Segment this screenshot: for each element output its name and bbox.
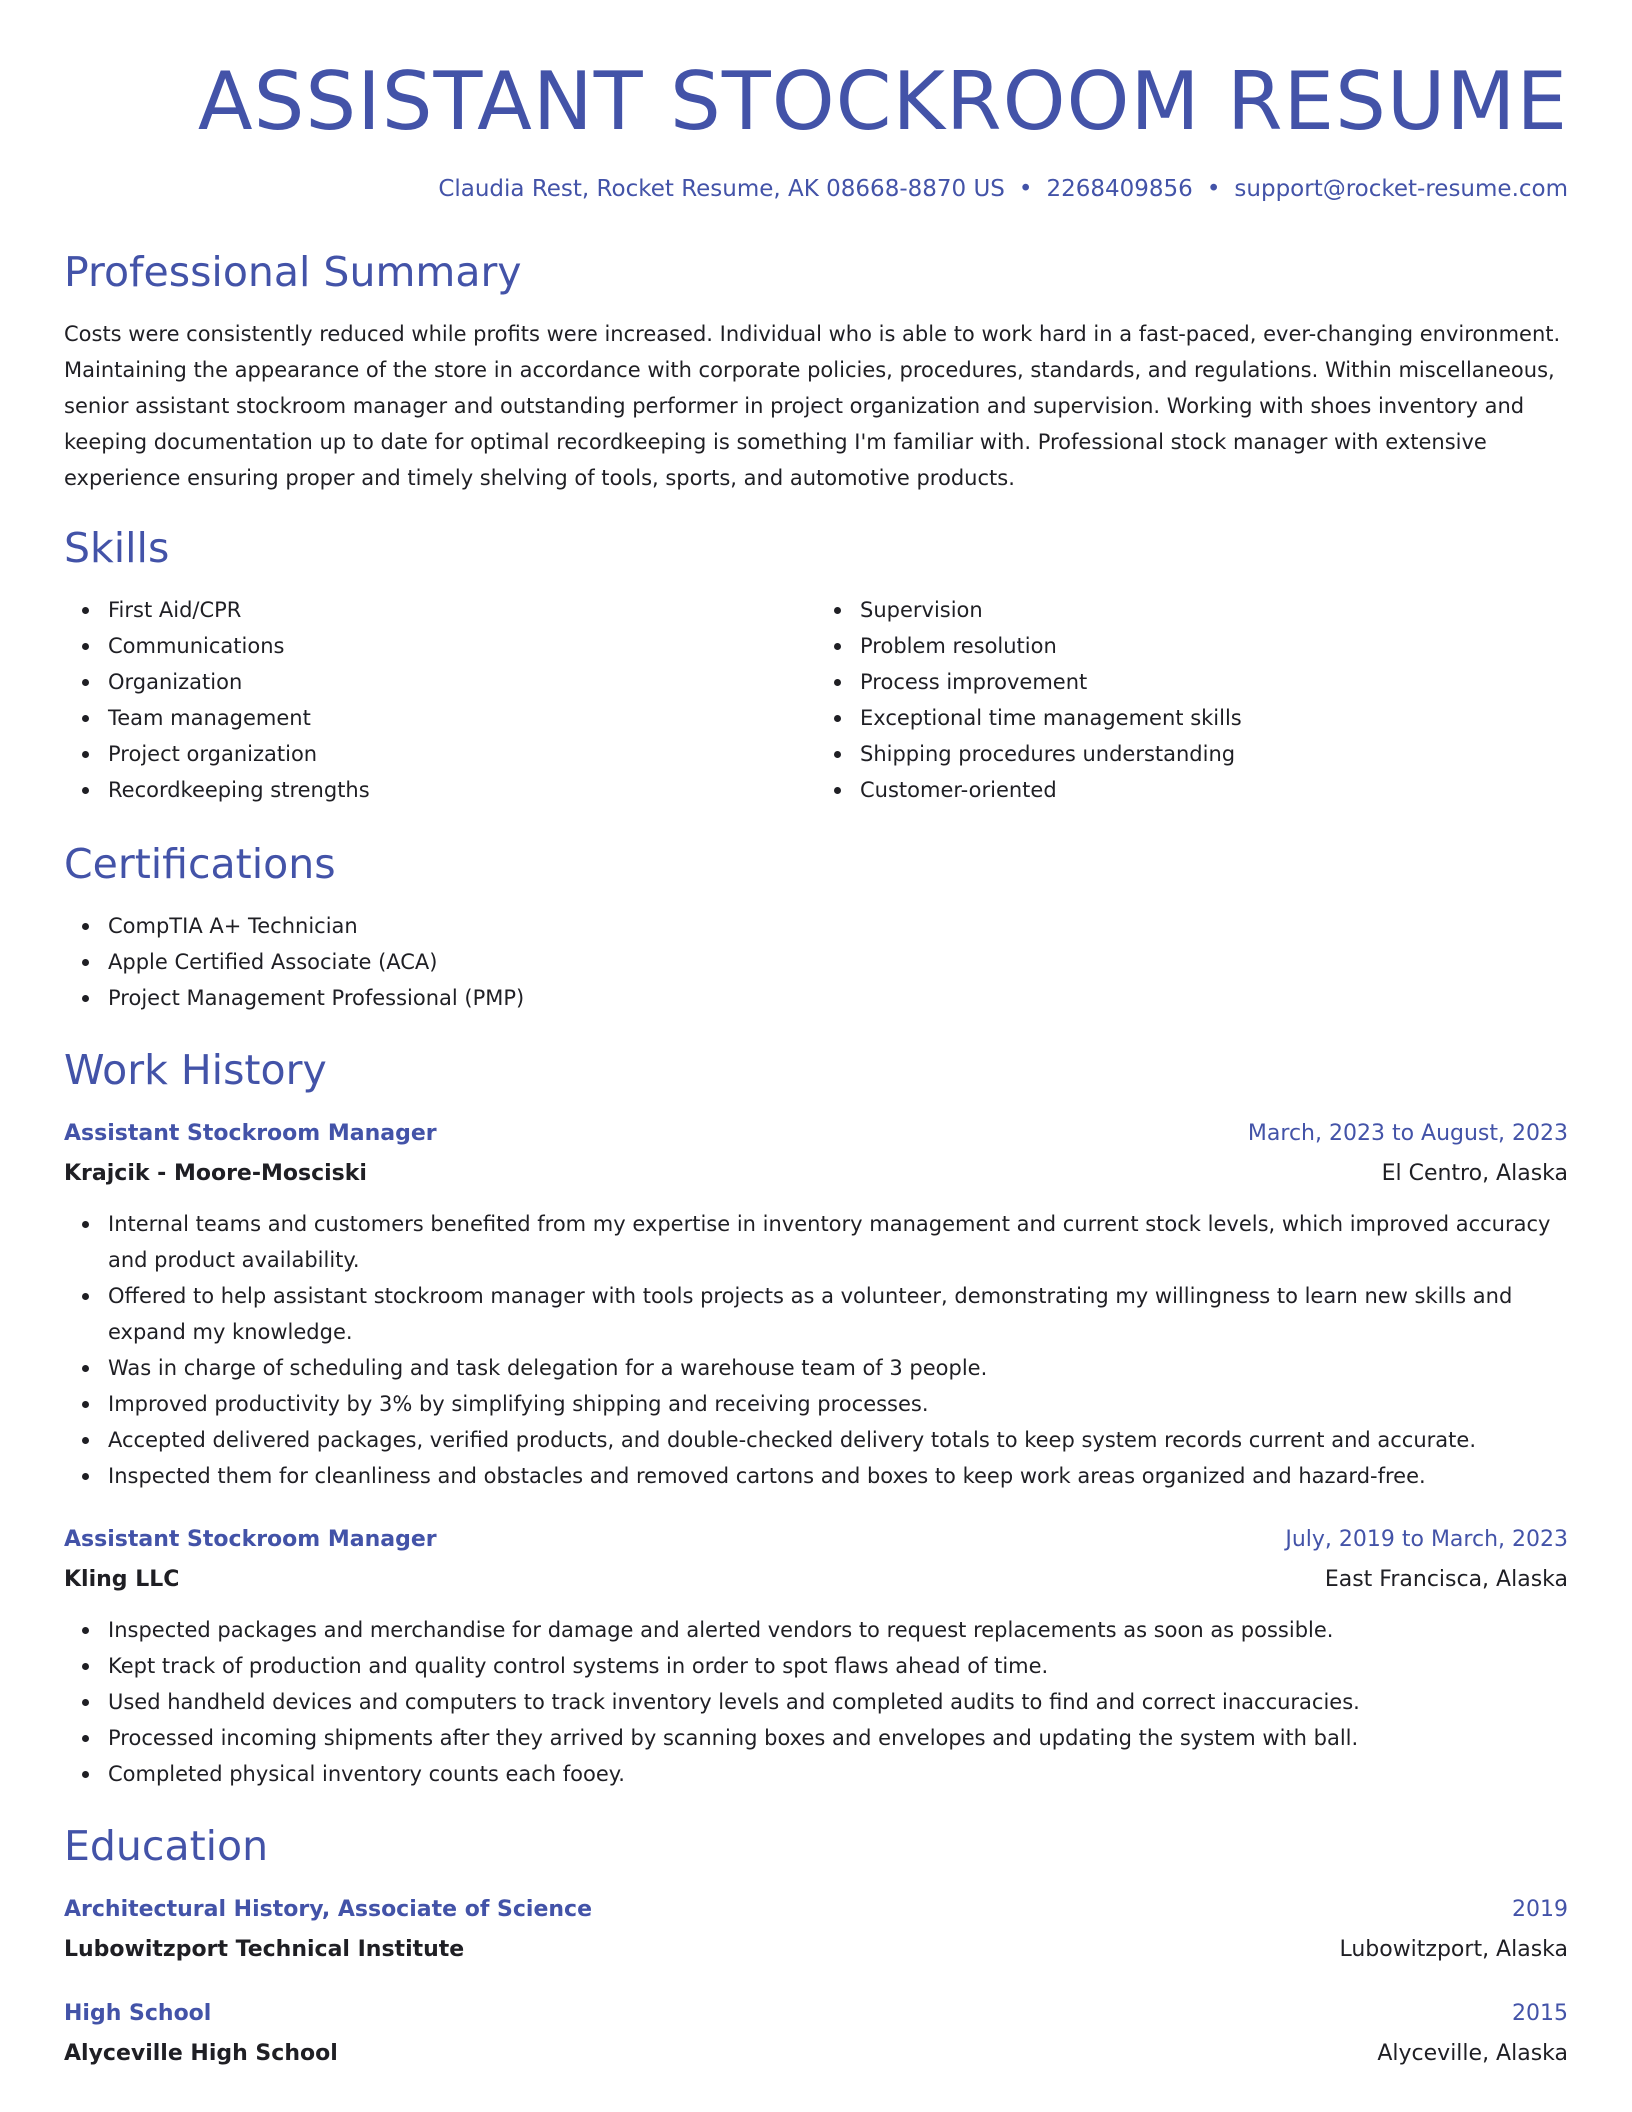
job-duties-list (64, 1612, 1568, 1792)
job-duty: Improved productivity by 3% by simplifying shipping and receiving processes. (108, 1386, 1568, 1422)
certifications-section (64, 840, 1568, 1016)
job-duties-list (64, 1206, 1568, 1494)
education-heading: Education (64, 1822, 269, 1870)
contact-line (64, 174, 1568, 204)
contact-phone: 2268409856 (1046, 176, 1193, 202)
work-history-section (64, 1046, 1568, 1792)
education-degree: Architectural History, Associate of Science (64, 1897, 593, 1922)
skill-item: Exceptional time management skills (860, 700, 1568, 736)
education-entry (64, 1892, 1568, 1968)
skills-list-right (816, 592, 1568, 808)
certifications-heading: Certifications (64, 840, 336, 888)
contact-email[interactable]: support@rocket-resume.com (1234, 176, 1568, 202)
job-entry (64, 1522, 1568, 1792)
job-dates: July, 2019 to March, 2023 (1285, 1527, 1568, 1552)
certifications-list (64, 908, 1568, 1016)
job-duty: Offered to help assistant stockroom manager with tools projects as a volunteer, demonstrating my willingness to learn new skills and expand my knowledge. (108, 1278, 1568, 1350)
job-dates: March, 2023 to August, 2023 (1247, 1121, 1568, 1146)
education-year: 2019 (1512, 1897, 1568, 1922)
skill-item: Recordkeeping strengths (108, 772, 816, 808)
job-duty: Internal teams and customers benefited from my expertise in inventory management and current stock levels, which improved accuracy and product availability. (108, 1206, 1568, 1278)
skill-item: Communications (108, 628, 816, 664)
job-duty: Accepted delivered packages, verified products, and double-checked delivery totals to keep system records current and accurate. (108, 1422, 1568, 1458)
contact-address: Claudia Rest, Rocket Resume, AK 08668-8870 US (438, 176, 1005, 202)
job-duty: Used handheld devices and computers to track inventory levels and completed audits to find and correct inaccuracies. (108, 1684, 1568, 1720)
job-duty: Inspected them for cleanliness and obstacles and removed cartons and boxes to keep work areas organized and hazard-free. (108, 1458, 1568, 1494)
job-subheader (64, 1156, 1568, 1192)
education-location: Alyceville, Alaska (1377, 2041, 1568, 2066)
skill-item: Project organization (108, 736, 816, 772)
job-company: Kling LLC (64, 1567, 180, 1592)
skill-item: Team management (108, 700, 816, 736)
education-header (64, 1892, 1568, 1928)
certification-item: CompTIA A+ Technician (108, 908, 1568, 944)
education-location: Lubowitzport, Alaska (1339, 1937, 1568, 1962)
education-entry (64, 1996, 1568, 2072)
skills-list-left (64, 592, 816, 808)
skills-grid (64, 592, 1568, 808)
skill-item: Supervision (860, 592, 1568, 628)
job-duty: Inspected packages and merchandise for damage and alerted vendors to request replacements as soon as possible. (108, 1612, 1568, 1648)
education-year: 2015 (1512, 2001, 1568, 2026)
education-degree: High School (64, 2001, 212, 2026)
job-title: Assistant Stockroom Manager (64, 1121, 437, 1146)
job-location: El Centro, Alaska (1381, 1161, 1568, 1186)
work-history-heading: Work History (64, 1046, 327, 1094)
skill-item: Customer-oriented (860, 772, 1568, 808)
job-duty: Kept track of production and quality control systems in order to spot flaws ahead of time. (108, 1648, 1568, 1684)
summary-text: Costs were consistently reduced while profits were increased. Individual who is able to work hard in a fast-paced, ever-changing environment. Maintaining the appearance of the store in accordance with corporate policies, procedures, standards, and regulations. Within miscellaneous, senior assistant stockroom manager and outstanding performer in project organization and supervision. Working with shoes inventory and keeping documentation up to date for optimal recordkeeping is something I'm familiar with. Professional stock manager with extensive experience ensuring proper and timely shelving of tools, sports, and automotive products. (64, 322, 1561, 490)
job-location: East Francisca, Alaska (1324, 1567, 1568, 1592)
skill-item: Shipping procedures understanding (860, 736, 1568, 772)
skill-item: Process improvement (860, 664, 1568, 700)
job-subheader (64, 1562, 1568, 1598)
job-company: Krajcik - Moore-Mosciski (64, 1161, 367, 1186)
contact-separator: • (1206, 176, 1221, 202)
skills-heading: Skills (64, 524, 170, 572)
certification-item: Project Management Professional (PMP) (108, 980, 1568, 1016)
job-title: Assistant Stockroom Manager (64, 1527, 437, 1552)
job-duty: Processed incoming shipments after they arrived by scanning boxes and envelopes and updating the system with ball. (108, 1720, 1568, 1756)
skill-item: First Aid/CPR (108, 592, 816, 628)
resume-page (64, 0, 1568, 2072)
job-header (64, 1116, 1568, 1152)
skill-item: Organization (108, 664, 816, 700)
job-duty: Completed physical inventory counts each fooey. (108, 1756, 1568, 1792)
job-duty: Was in charge of scheduling and task delegation for a warehouse team of 3 people. (108, 1350, 1568, 1386)
education-school: Lubowitzport Technical Institute (64, 1937, 465, 1962)
education-subheader (64, 2036, 1568, 2072)
job-entry (64, 1116, 1568, 1494)
contact-separator: • (1018, 176, 1033, 202)
job-header (64, 1522, 1568, 1558)
resume-title: ASSISTANT STOCKROOM RESUME (197, 55, 1568, 148)
certification-item: Apple Certified Associate (ACA) (108, 944, 1568, 980)
summary-heading: Professional Summary (64, 248, 522, 296)
skills-section (64, 524, 1568, 808)
education-subheader (64, 1932, 1568, 1968)
education-header (64, 1996, 1568, 2032)
education-section (64, 1822, 1568, 2072)
skill-item: Problem resolution (860, 628, 1568, 664)
education-school: Alyceville High School (64, 2041, 338, 2066)
summary-section (64, 248, 1568, 496)
